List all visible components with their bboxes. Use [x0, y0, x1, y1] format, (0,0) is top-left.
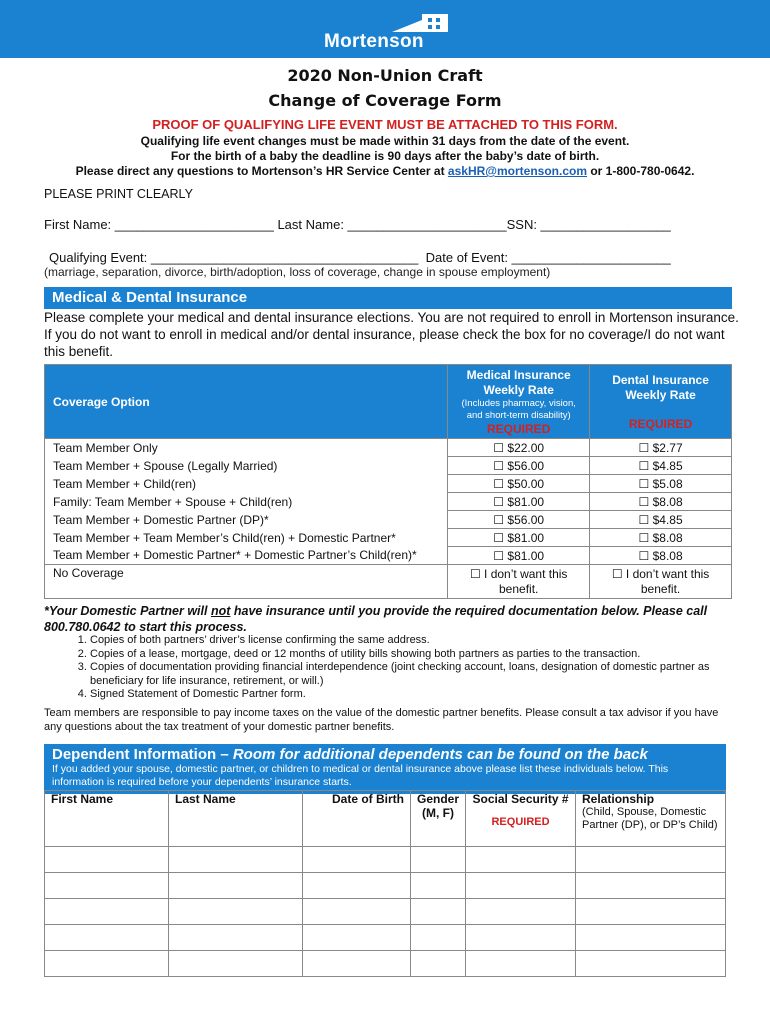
- coverage-option-label: Team Member Only: [45, 439, 448, 457]
- dep-cell[interactable]: [169, 925, 303, 951]
- dep-cell[interactable]: [303, 951, 411, 977]
- dep-cell[interactable]: [303, 899, 411, 925]
- medical-required-label: REQUIRED: [487, 421, 551, 436]
- medical-rate-checkbox[interactable]: ☐ $81.00: [448, 529, 590, 547]
- dep-cell[interactable]: [411, 899, 466, 925]
- domestic-partner-note: [44, 603, 734, 635]
- medical-rate-header: [448, 365, 590, 439]
- medical-rate-checkbox[interactable]: ☐ $81.00: [448, 493, 590, 511]
- dep-dob-header: Date of Birth: [303, 791, 411, 847]
- dependent-title-italic: Room for additional dependents can be found on the back: [232, 746, 648, 763]
- dental-rate-checkbox[interactable]: ☐ $4.85: [590, 511, 732, 529]
- no-coverage-label: No Coverage: [45, 565, 448, 599]
- dep-relationship-sub: (Child, Spouse, Domestic Partner (DP), or DP’s Child): [582, 806, 718, 831]
- logo-text: Mortenson: [324, 31, 424, 52]
- dep-cell[interactable]: [576, 873, 726, 899]
- medical-rate-checkbox[interactable]: ☐ $50.00: [448, 475, 590, 493]
- dep-cell[interactable]: [169, 951, 303, 977]
- instruction-suffix: or 1-800-780-0642.: [587, 164, 695, 178]
- dental-rate-checkbox[interactable]: ☐ $5.08: [590, 475, 732, 493]
- dependent-subtitle: If you added your spouse, domestic partner, or children to medical or dental insurance above please list these individuals below. This information is required before your dependents’ insurance starts.: [52, 763, 669, 788]
- dep-ssn-header: [466, 791, 576, 847]
- mortenson-logo: [322, 10, 462, 52]
- dep-ssn-required: REQUIRED: [491, 816, 550, 828]
- dep-gender-header: Gender (M, F): [411, 791, 466, 847]
- dependent-row: [45, 873, 726, 899]
- document-item: 1. Copies of both partners’ driver’s license confirming the same address.: [90, 634, 726, 648]
- dp-note-prefix: *Your Domestic Partner will: [44, 604, 211, 618]
- coverage-option-label: Team Member + Spouse (Legally Married): [45, 457, 448, 475]
- dp-note-suffix: have insurance until you provide the required documentation below. Please call 800.780.0642 to start this process.: [44, 604, 708, 634]
- medical-rate-title: Medical Insurance Weekly Rate: [466, 367, 571, 397]
- dep-cell[interactable]: [169, 873, 303, 899]
- print-clearly-label: PLEASE PRINT CLEARLY: [44, 187, 193, 201]
- coverage-table: [44, 364, 732, 599]
- dental-rate-checkbox[interactable]: ☐ $2.77: [590, 439, 732, 457]
- coverage-option-header: Coverage Option: [45, 365, 448, 439]
- instruction-prefix: Please direct any questions to Mortenson’s HR Service Center at: [75, 164, 448, 178]
- dep-ssn-title: Social Security #: [472, 792, 569, 806]
- name-ssn-fields[interactable]: First Name: ______________________ Last Name: ______________________SSN: __________________: [44, 217, 671, 232]
- coverage-row: [45, 475, 732, 493]
- dental-rate-checkbox[interactable]: ☐ $8.08: [590, 493, 732, 511]
- dependent-row: [45, 951, 726, 977]
- proof-notice: PROOF OF QUALIFYING LIFE EVENT MUST BE ATTACHED TO THIS FORM.: [152, 117, 618, 132]
- medical-rate-checkbox[interactable]: ☐ $56.00: [448, 457, 590, 475]
- document-item: 3. Copies of documentation providing financial interdependence (joint checking account, loans, designation of domestic partner as beneficiary for life insurance, retirement, or will.): [90, 661, 726, 688]
- tax-note: Team members are responsible to pay income taxes on the value of the domestic partner benefits. Please consult a tax advisor if you have any questions about the tax treatment of your domestic partner benefits.: [44, 707, 719, 733]
- coverage-row: [45, 493, 732, 511]
- dependent-title-main: Dependent Information –: [52, 746, 233, 763]
- dependent-section-header: [44, 744, 726, 794]
- medical-dental-section-header: Medical & Dental Insurance: [44, 287, 732, 309]
- dep-cell[interactable]: [411, 951, 466, 977]
- dependent-row: [45, 925, 726, 951]
- dependent-row: [45, 847, 726, 873]
- dental-rate-header: [590, 365, 732, 439]
- dependent-row: [45, 899, 726, 925]
- required-documents-list: [66, 634, 726, 702]
- coverage-row: [45, 439, 732, 457]
- medical-intro-text: Please complete your medical and dental insurance elections. You are not required to enroll in Mortenson insurance. If you do not want to enroll in medical and/or dental insurance, please check the box for no coverage/I do not want this benefit.: [44, 310, 739, 359]
- document-item: 4. Signed Statement of Domestic Partner form.: [90, 688, 726, 702]
- dependent-table: [44, 790, 726, 977]
- coverage-option-label: Team Member + Domestic Partner (DP)*: [45, 511, 448, 529]
- form-title-line1: 2020 Non-Union Craft: [287, 66, 483, 85]
- qualifying-event-fields[interactable]: Qualifying Event: _____________________________________ Date of Event: ______________________: [49, 250, 671, 265]
- event-examples-note: (marriage, separation, divorce, birth/adoption, loss of coverage, change in spouse employment): [44, 265, 551, 279]
- dep-cell[interactable]: [169, 899, 303, 925]
- dep-cell[interactable]: [45, 873, 169, 899]
- dep-cell[interactable]: [411, 925, 466, 951]
- coverage-option-label: Team Member + Team Member’s Child(ren) + Domestic Partner*: [45, 529, 448, 547]
- dep-cell[interactable]: [576, 899, 726, 925]
- dep-first-name-header: First Name: [45, 791, 169, 847]
- dep-cell[interactable]: [576, 925, 726, 951]
- dep-cell[interactable]: [576, 951, 726, 977]
- form-title-line2: Change of Coverage Form: [268, 91, 502, 110]
- dp-note-emphasis: not: [210, 604, 231, 618]
- dep-relationship-header: [576, 791, 726, 847]
- dep-cell[interactable]: [303, 925, 411, 951]
- dep-cell[interactable]: [303, 873, 411, 899]
- coverage-option-label: Team Member + Child(ren): [45, 475, 448, 493]
- dep-cell[interactable]: [576, 847, 726, 873]
- dental-rate-title: Dental Insurance Weekly Rate: [612, 372, 709, 402]
- hr-email-link[interactable]: askHR@mortenson.com: [447, 164, 587, 178]
- instruction-line3: [0, 164, 770, 178]
- dep-last-name-header: Last Name: [169, 791, 303, 847]
- dep-cell[interactable]: [466, 925, 576, 951]
- coverage-option-label: Family: Team Member + Spouse + Child(ren): [45, 493, 448, 511]
- coverage-row: [45, 547, 732, 565]
- dep-cell[interactable]: [45, 847, 169, 873]
- dep-cell[interactable]: [466, 951, 576, 977]
- medical-rate-checkbox[interactable]: ☐ $22.00: [448, 439, 590, 457]
- medical-rate-checkbox[interactable]: ☐ $81.00: [448, 547, 590, 565]
- instruction-line2: For the birth of a baby the deadline is 90 days after the baby’s date of birth.: [170, 149, 600, 163]
- dependent-title: [52, 746, 718, 763]
- coverage-option-label: Team Member + Domestic Partner* + Domestic Partner’s Child(ren)*: [45, 547, 448, 565]
- coverage-row: [45, 511, 732, 529]
- no-dental-checkbox[interactable]: ☐ I don’t want this benefit.: [590, 565, 732, 599]
- coverage-row: [45, 529, 732, 547]
- medical-rate-checkbox[interactable]: ☐ $56.00: [448, 511, 590, 529]
- no-coverage-row: [45, 565, 732, 599]
- dep-cell[interactable]: [466, 899, 576, 925]
- dep-cell[interactable]: [466, 873, 576, 899]
- document-item: 2. Copies of a lease, mortgage, deed or 12 months of utility bills showing both partners as parties to the transaction.: [90, 648, 726, 662]
- dep-relationship-title: Relationship: [582, 792, 655, 806]
- dep-cell[interactable]: [45, 951, 169, 977]
- dep-cell[interactable]: [303, 847, 411, 873]
- medical-rate-subtitle: (Includes pharmacy, vision, and short-term disability): [461, 397, 576, 421]
- dep-cell[interactable]: [45, 925, 169, 951]
- dep-cell[interactable]: [411, 873, 466, 899]
- no-medical-checkbox[interactable]: ☐ I don’t want this benefit.: [448, 565, 590, 599]
- dental-rate-checkbox[interactable]: ☐ $8.08: [590, 547, 732, 565]
- dep-cell[interactable]: [45, 899, 169, 925]
- dental-rate-checkbox[interactable]: ☐ $8.08: [590, 529, 732, 547]
- dental-rate-checkbox[interactable]: ☐ $4.85: [590, 457, 732, 475]
- instruction-line1: Qualifying life event changes must be made within 31 days from the date of the event.: [140, 134, 630, 148]
- dental-required-label: REQUIRED: [628, 416, 693, 431]
- dep-cell[interactable]: [169, 847, 303, 873]
- header-bar: [0, 0, 770, 58]
- coverage-row: [45, 457, 732, 475]
- dep-cell[interactable]: [466, 847, 576, 873]
- dep-cell[interactable]: [411, 847, 466, 873]
